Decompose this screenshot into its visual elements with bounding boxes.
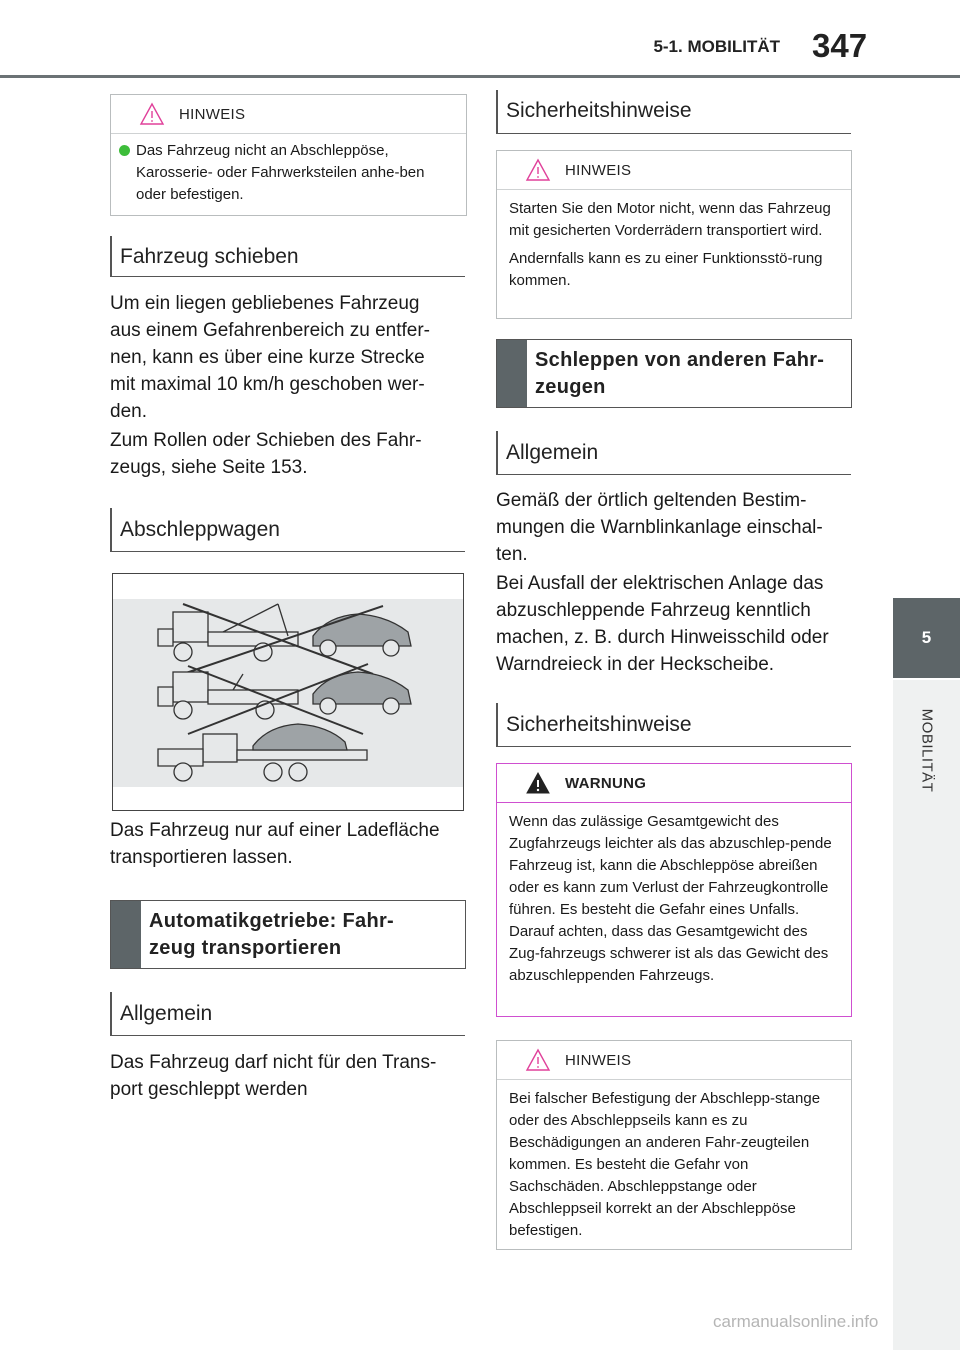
heading-allgemein: Allgemein	[110, 992, 465, 1036]
warnung-box	[496, 763, 852, 1017]
heading-fahrzeug-schieben: Fahrzeug schieben	[110, 236, 465, 277]
hinweis-text: Bei falscher Befestigung der Abschlepp-stange oder des Abschleppseils kann es zu Beschädigungen an anderen Fahr-zeugteilen kommen. Es besteht die Gefahr von Sachschäden. Abschleppstange oder Abschleppseil korrekt an der Abschleppöse befestigen.	[509, 1090, 821, 1239]
hinweis-box-3	[496, 1040, 852, 1250]
paragraph-allgemein: Das Fahrzeug darf nicht für den Trans-port geschleppt werden	[110, 1052, 437, 1100]
paragraph-schieben: Um ein liegen gebliebenes Fahrzeug aus einem Gefahrenbereich zu entfer-nen, kann es über eine kurze Strecke mit maximal 10 km/h geschoben wer-den.	[110, 293, 431, 422]
paragraph-ausfall: Bei Ausfall der elektrischen Anlage das abzuschleppende Fahrzeug kenntlich machen, z. B. durch Hinweisschild oder Warndreieck in der Heckscheibe.	[496, 573, 829, 675]
hinweis-text: Das Fahrzeug nicht an Abschleppöse, Karosserie- oder Fahrwerksteilen anhe-ben oder befestigen.	[136, 142, 425, 203]
caution-triangle-icon	[525, 158, 551, 182]
bullet-icon	[119, 145, 130, 156]
hinweis-text-2: Andernfalls kann es zu einer Funktionsstö-rung kommen.	[509, 250, 823, 289]
heading-accent-bar	[497, 340, 527, 407]
caution-triangle-icon	[139, 102, 165, 126]
hinweis-title: HINWEIS	[565, 162, 632, 179]
warnung-text: Wenn das zulässige Gesamtgewicht des Zugfahrzeugs leichter als das abzuschlep-pende Fahrzeug ist, kann die Abschleppöse abreißen oder es kann zum Verlust der Fahrzeugkontrolle führen. Es besteht die Gefahr eines Unfalls. Darauf achten, dass das Gesamtgewicht des Zug-fahrzeugs schwerer ist als das Gewicht des abzuschleppenden Fahrzeugs.	[509, 813, 832, 984]
paragraph-ladeflaeche: Das Fahrzeug nur auf einer Ladefläche transportieren lassen.	[110, 820, 440, 868]
heading-abschleppwagen: Abschleppwagen	[110, 508, 465, 552]
heading-accent-bar	[111, 901, 141, 968]
hinweis-title: HINWEIS	[179, 106, 246, 123]
page-number: 347	[812, 27, 868, 64]
header-rule	[0, 75, 960, 78]
warnung-title: WARNUNG	[565, 775, 647, 792]
heading-sicherheitshinweise-1: Sicherheitshinweise	[496, 90, 851, 134]
hinweis-title: HINWEIS	[565, 1052, 632, 1069]
hinweis-text-1: Starten Sie den Motor nicht, wenn das Fahrzeug mit gesicherten Vorderrädern transportiert wird.	[509, 200, 831, 239]
caution-triangle-icon	[525, 1048, 551, 1072]
hinweis-box-2	[496, 150, 852, 319]
section-label: 5-1. MOBILITÄT	[653, 37, 780, 56]
watermark: carmanualsonline.info	[713, 1312, 879, 1331]
hinweis-box-1	[110, 94, 467, 216]
heading-sicherheitshinweise-2: Sicherheitshinweise	[496, 703, 851, 747]
heading-automatikgetriebe: Automatikgetriebe: Fahr-zeug transportieren	[110, 900, 466, 969]
paragraph-rollen: Zum Rollen oder Schieben des Fahr-zeugs, siehe Seite 153.	[110, 430, 422, 478]
towing-illustration	[112, 573, 464, 811]
warning-triangle-icon	[525, 771, 551, 795]
chapter-number: 5	[921, 628, 932, 647]
heading-allgemein-2: Allgemein	[496, 431, 851, 475]
heading-schleppen: Schleppen von anderen Fahr-zeugen	[496, 339, 852, 408]
chapter-tab-label: MOBILITÄT	[918, 708, 935, 792]
paragraph-warnblink: Gemäß der örtlich geltenden Bestim-mungen die Warnblinkanlage einschal-ten.	[496, 490, 823, 565]
tow-trucks-figure	[113, 574, 463, 810]
chapter-tab-number[interactable]	[893, 598, 960, 678]
